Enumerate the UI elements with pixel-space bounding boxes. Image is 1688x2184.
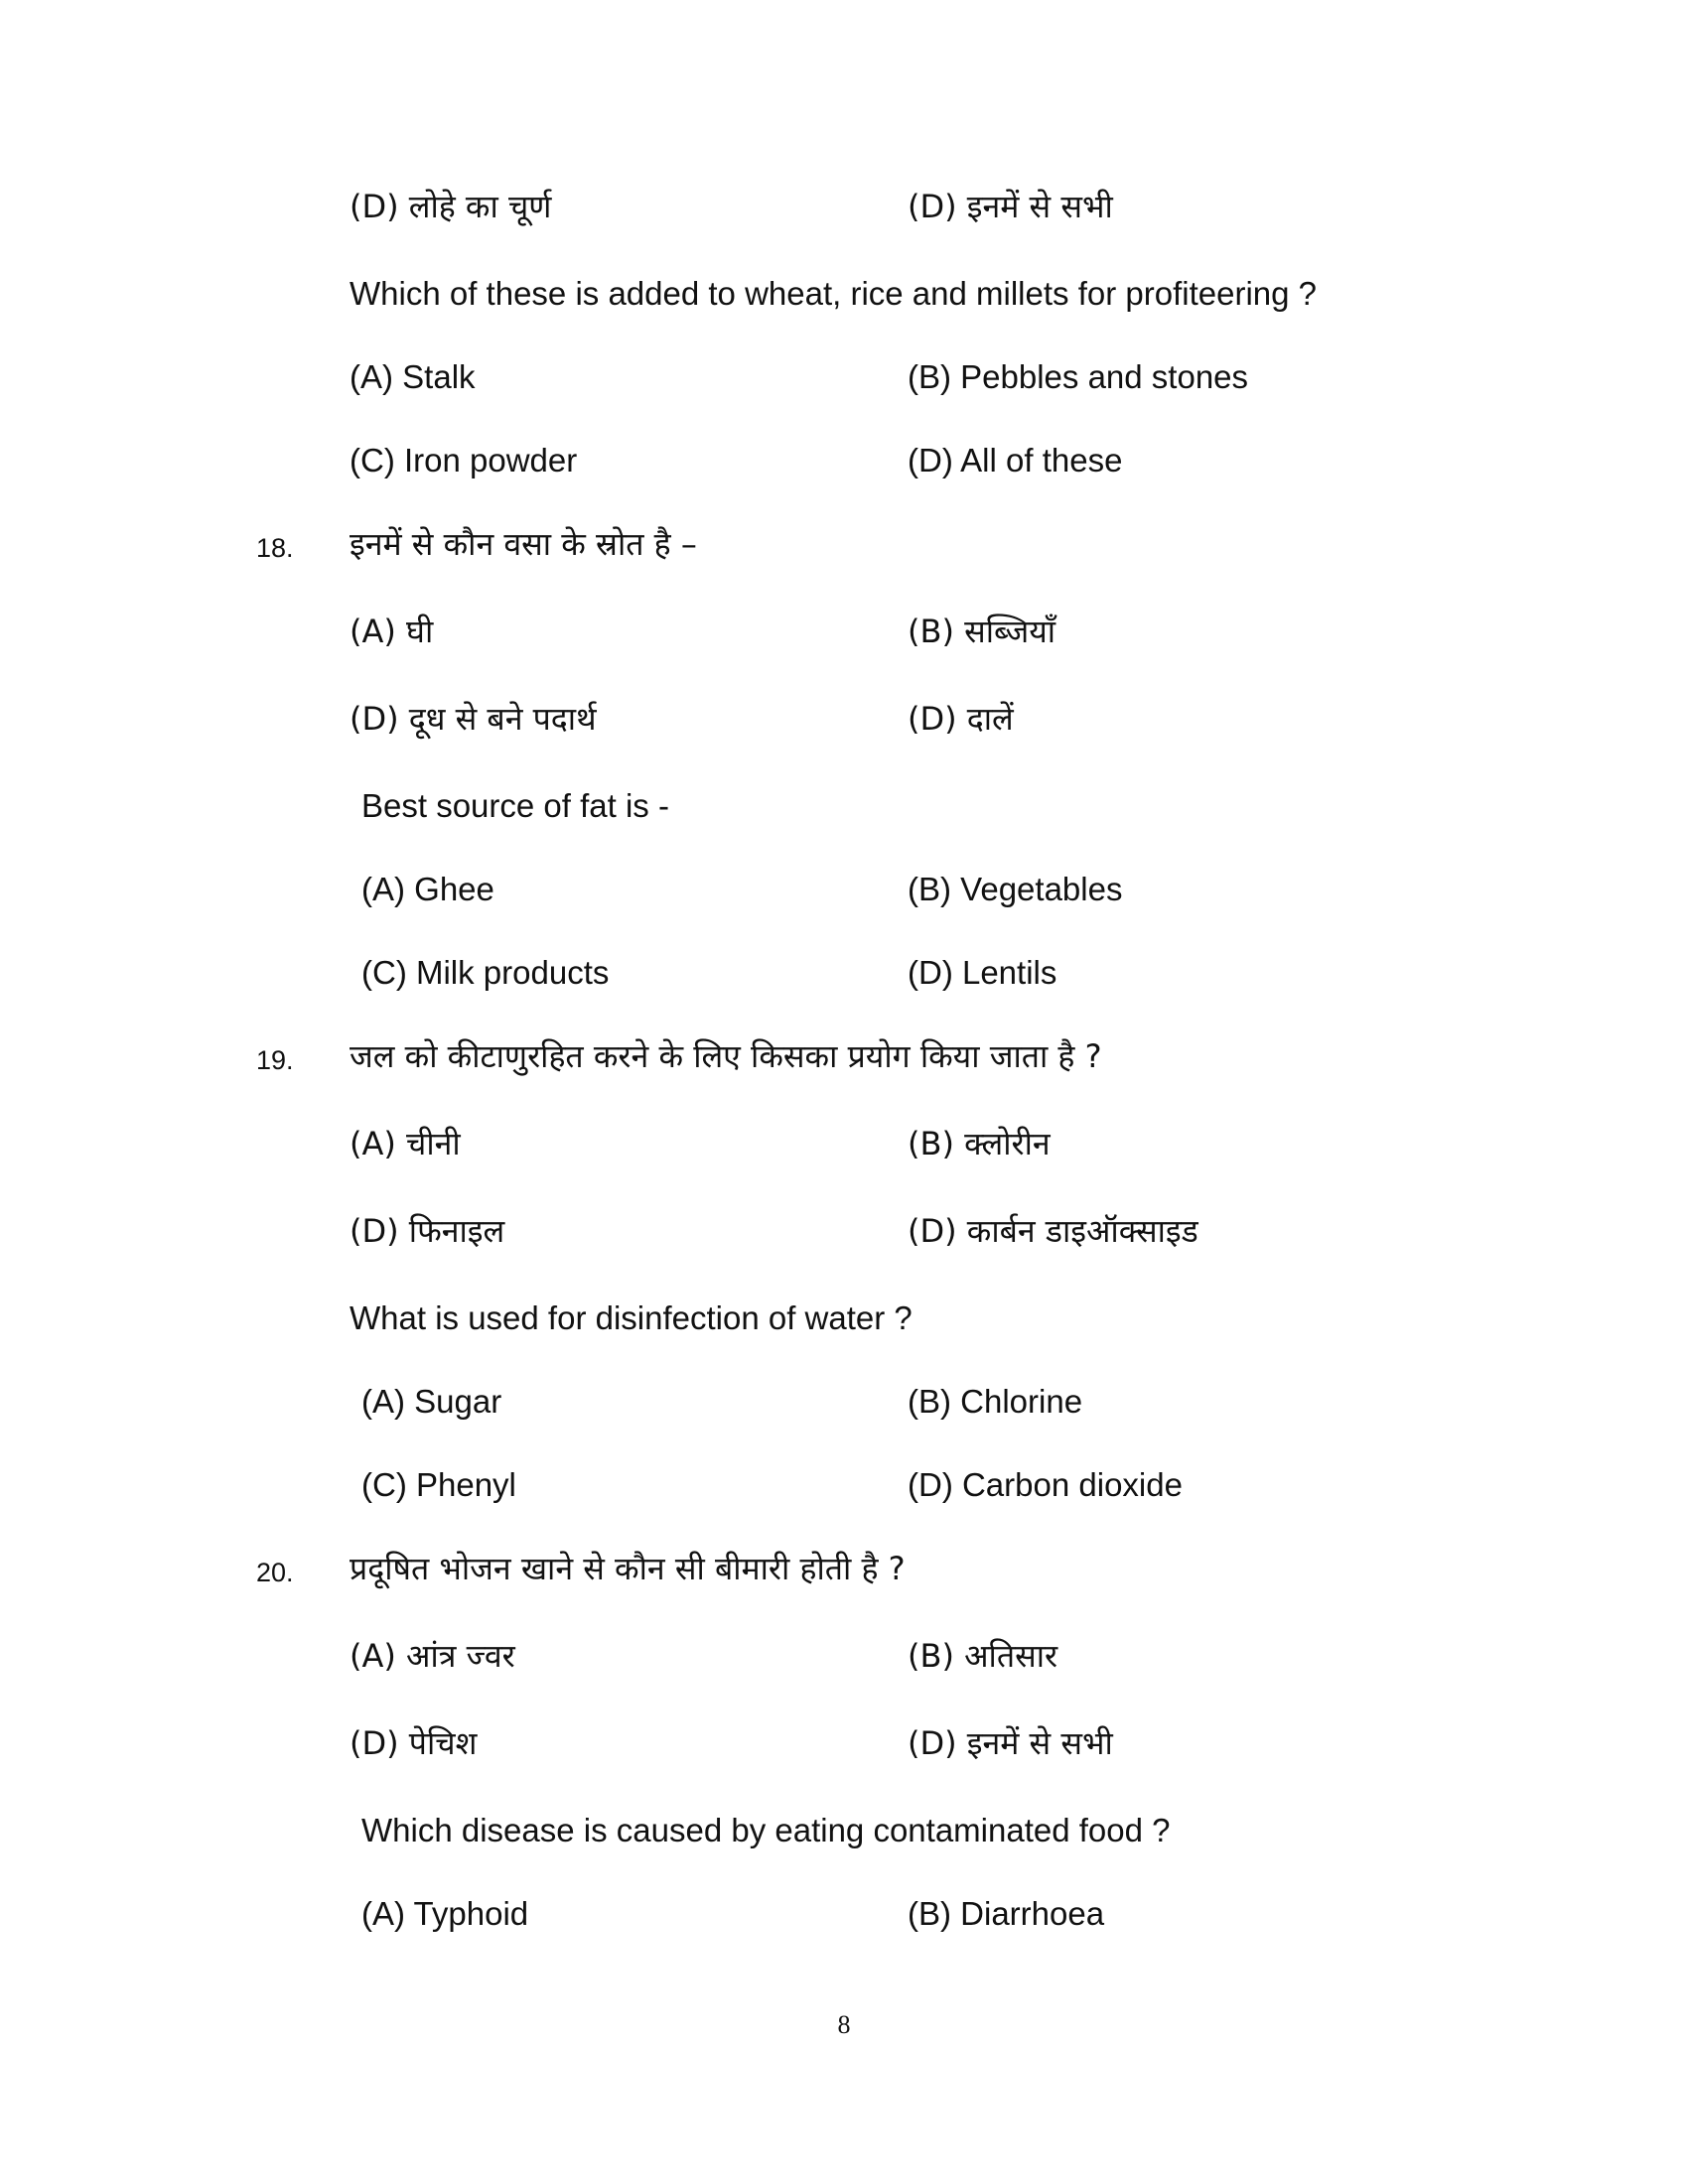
q19-hi-option-a: (A) चीनी	[350, 1125, 461, 1162]
q18-hi-question: इनमें से कौन वसा के स्रोत है –	[350, 525, 697, 563]
q19-en-option-c: (C) Phenyl	[361, 1466, 516, 1503]
prev-en-question: Which of these is added to wheat, rice and millets for profiteering ?	[350, 275, 1317, 312]
q18-en-option-c: (C) Milk products	[361, 954, 610, 991]
q18-en-option-a: (A) Ghee	[361, 871, 494, 907]
q20-hi-option-b: (B) अतिसार	[908, 1637, 1058, 1675]
prev-hi-option-d-left: (D) लोहे का चूर्ण	[350, 188, 552, 225]
q18-en-option-b: (B) Vegetables	[908, 871, 1123, 907]
q19-en-option-b: (B) Chlorine	[908, 1383, 1083, 1420]
q19-en-option-a: (A) Sugar	[361, 1383, 502, 1420]
q18-number: 18.	[256, 533, 294, 563]
q18-hi-option-a: (A) घी	[350, 613, 434, 650]
q20-en-option-b: (B) Diarrhoea	[908, 1895, 1105, 1932]
page-number: 8	[837, 2010, 851, 2039]
prev-hi-option-d-right: (D) इनमें से सभी	[908, 188, 1113, 225]
q20-hi-option-d: (D) इनमें से सभी	[908, 1724, 1113, 1762]
q20-en-question: Which disease is caused by eating contaminated food ?	[361, 1812, 1171, 1848]
q18-hi-option-b: (B) सब्जियाँ	[908, 613, 1056, 650]
q19-hi-option-c: (D) फिनाइल	[350, 1212, 505, 1250]
q19-number: 19.	[256, 1045, 294, 1075]
q19-en-option-d: (D) Carbon dioxide	[908, 1466, 1183, 1503]
q18-en-question: Best source of fat is -	[361, 787, 669, 824]
q18-hi-option-c: (D) दूध से बने पदार्थ	[350, 700, 597, 738]
prev-en-option-d: (D) All of these	[908, 442, 1123, 478]
q19-en-question: What is used for disinfection of water ?	[350, 1299, 913, 1336]
q19-hi-option-b: (B) क्लोरीन	[908, 1125, 1051, 1162]
q20-hi-question: प्रदूषित भोजन खाने से कौन सी बीमारी होती है ?	[350, 1550, 906, 1587]
q20-en-option-a: (A) Typhoid	[361, 1895, 529, 1932]
q20-hi-option-a: (A) आंत्र ज्वर	[350, 1637, 515, 1675]
q18-en-option-d: (D) Lentils	[908, 954, 1057, 991]
prev-en-option-a: (A) Stalk	[350, 358, 476, 395]
prev-en-option-c: (C) Iron powder	[350, 442, 578, 478]
q19-hi-option-d: (D) कार्बन डाइऑक्साइड	[908, 1212, 1198, 1250]
q20-hi-option-c: (D) पेचिश	[350, 1724, 478, 1762]
q20-number: 20.	[256, 1558, 294, 1587]
q19-hi-question: जल को कीटाणुरहित करने के लिए किसका प्रयोग किया जाता है ?	[350, 1037, 1102, 1075]
prev-en-option-b: (B) Pebbles and stones	[908, 358, 1249, 395]
q18-hi-option-d: (D) दालें	[908, 700, 1014, 738]
